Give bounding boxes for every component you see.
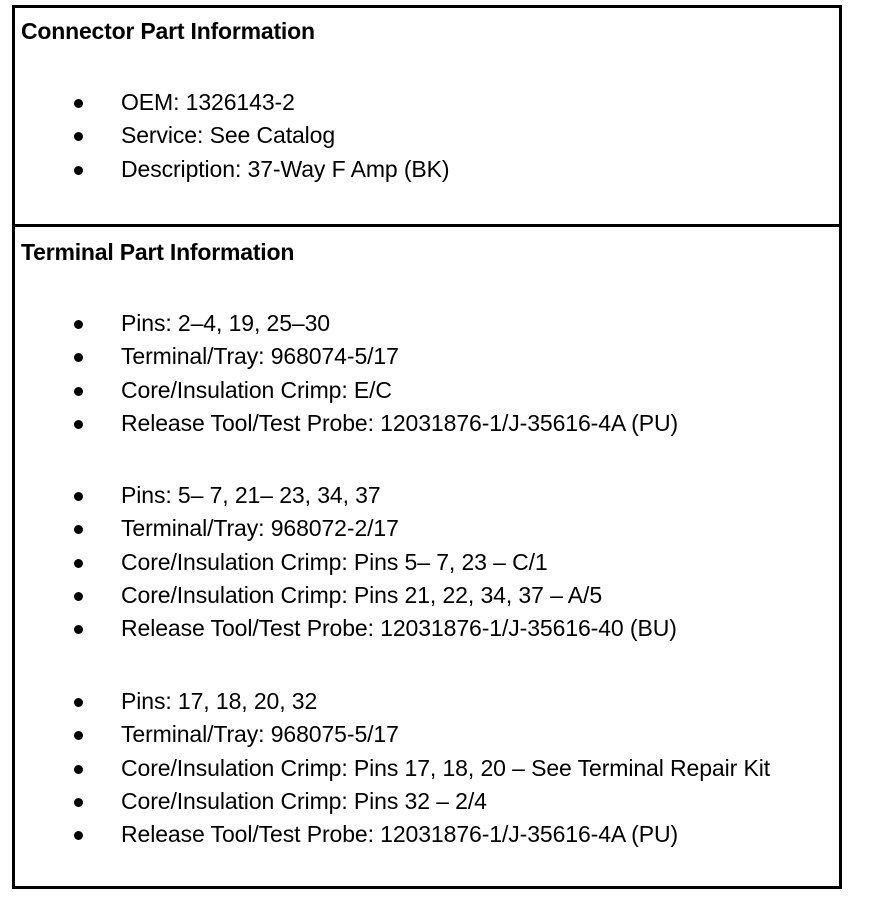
- terminal-group-2: [15, 479, 839, 645]
- list-item: [15, 718, 839, 751]
- list-item: [15, 479, 839, 512]
- pins-text: Pins: 17, 18, 20, 32: [121, 688, 318, 714]
- bullet-icon: [74, 320, 83, 329]
- crimp-text: Core/Insulation Crimp: Pins 17, 18, 20 – See Terminal Repair Kit: [121, 754, 770, 781]
- oem-text: OEM: 1326143-2: [121, 89, 295, 115]
- list-item: [15, 119, 839, 152]
- crimp-text: Core/Insulation Crimp: E/C: [121, 376, 392, 403]
- connector-item-list: [15, 86, 839, 186]
- list-item: [15, 153, 839, 186]
- bullet-icon: [74, 765, 83, 774]
- bullet-icon: [74, 420, 83, 429]
- bullet-icon: [74, 592, 83, 601]
- terminal-tray-text: Terminal/Tray: 968075-5/17: [121, 721, 399, 748]
- bullet-icon: [74, 387, 83, 396]
- crimp-text: Core/Insulation Crimp: Pins 32 – 2/4: [121, 787, 487, 814]
- list-item: [15, 818, 839, 851]
- list-item: [15, 785, 839, 818]
- bullet-icon: [74, 132, 83, 141]
- release-tool-text: Release Tool/Test Probe: 12031876-1/J-35616-40 (BU): [121, 615, 677, 642]
- bullet-icon: [74, 99, 83, 108]
- release-tool-text: Release Tool/Test Probe: 12031876-1/J-35616-4A (PU): [121, 821, 679, 848]
- bullet-icon: [74, 698, 83, 707]
- crimp-text: Core/Insulation Crimp: Pins 5– 7, 23 – C/1: [121, 548, 548, 575]
- description-text: Description: 37-Way F Amp (BK): [121, 155, 450, 182]
- connector-section-title: Connector Part Information: [21, 18, 315, 44]
- pins-text: Pins: 2–4, 19, 25–30: [121, 310, 330, 336]
- crimp-text: Core/Insulation Crimp: Pins 21, 22, 34, 37 – A/5: [121, 581, 603, 608]
- list-item: [15, 374, 839, 407]
- bullet-icon: [74, 525, 83, 534]
- bullet-icon: [74, 798, 83, 807]
- bullet-icon: [74, 353, 83, 362]
- terminal-section: [15, 227, 839, 886]
- list-item: [15, 307, 839, 340]
- service-text: Service: See Catalog: [121, 122, 336, 149]
- list-item: [15, 546, 839, 579]
- terminal-section-title: Terminal Part Information: [21, 239, 295, 265]
- terminal-tray-text: Terminal/Tray: 968074-5/17: [121, 343, 399, 370]
- part-information-table: [12, 5, 842, 889]
- bullet-icon: [74, 625, 83, 634]
- list-item: [15, 340, 839, 373]
- release-tool-text: Release Tool/Test Probe: 12031876-1/J-35616-4A (PU): [121, 409, 679, 436]
- connector-section: [15, 8, 839, 227]
- bullet-icon: [74, 731, 83, 740]
- bullet-icon: [74, 166, 83, 175]
- bullet-icon: [74, 492, 83, 501]
- bullet-icon: [74, 559, 83, 568]
- list-item: [15, 612, 839, 645]
- terminal-group-3: [15, 685, 839, 851]
- terminal-tray-text: Terminal/Tray: 968072-2/17: [121, 515, 399, 542]
- bullet-icon: [74, 831, 83, 840]
- list-item: [15, 752, 839, 785]
- list-item: [15, 86, 839, 119]
- list-item: [15, 512, 839, 545]
- list-item: [15, 407, 839, 440]
- list-item: [15, 685, 839, 718]
- pins-text: Pins: 5– 7, 21– 23, 34, 37: [121, 482, 381, 508]
- terminal-group-1: [15, 307, 839, 440]
- list-item: [15, 579, 839, 612]
